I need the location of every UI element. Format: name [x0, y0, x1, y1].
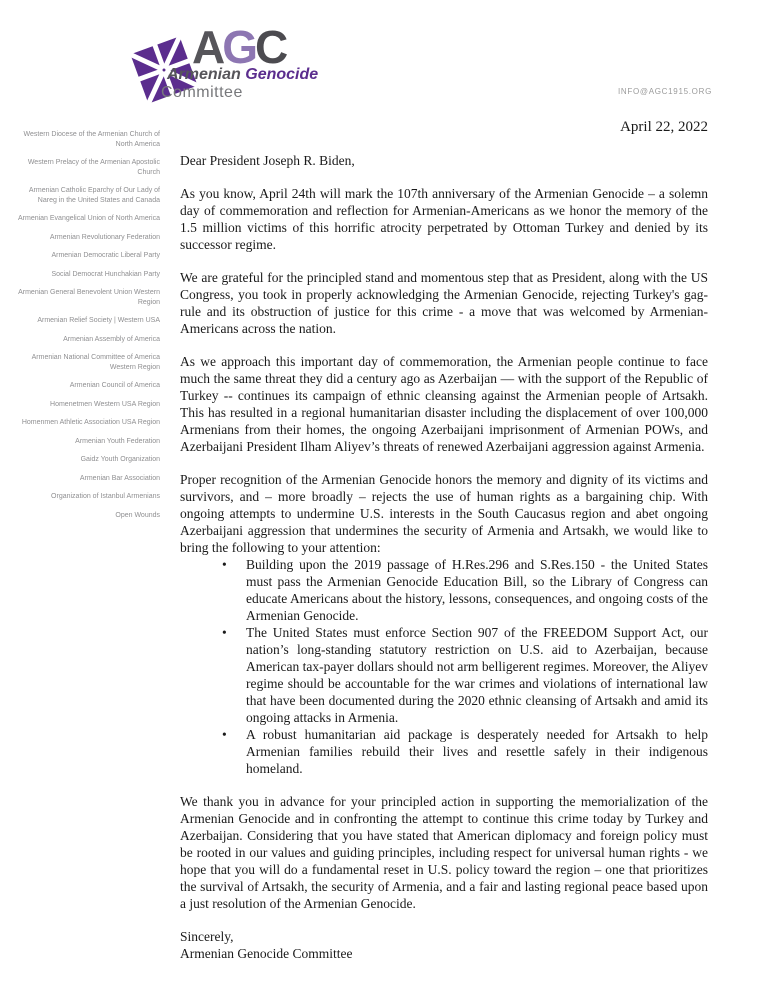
signature-block	[180, 928, 708, 962]
acronym-letter-g: G	[222, 21, 256, 73]
coalition-member: Social Democrat Hunchakian Party	[51, 270, 160, 278]
coalition-member: Armenian Democratic Liberal Party	[51, 252, 160, 259]
brand-armenian: Armenian	[167, 66, 246, 83]
coalition-member: Armenian Assembly of America	[63, 335, 160, 343]
contact-email: INFO@AGC1915.ORG	[617, 87, 712, 96]
policy-request-humanitarian-aid: • A robust humanitarian aid package is desperately needed for Artsakh to help Armenian families rebuild their lives and resettle safely in their indigenous homeland.	[180, 726, 708, 777]
coalition-member: Armenian Bar Association	[79, 474, 160, 482]
letter-date: April 22, 2022	[620, 119, 708, 135]
coalition-member: Armenian Revolutionary Federation	[49, 233, 160, 241]
coalition-member: Western Diocese of the Armenian Church of North America	[23, 131, 160, 148]
coalition-member: Open Wounds	[115, 511, 160, 519]
paragraph-closing: We thank you in advance for your principled action in supporting the memorialization of the Armenian Genocide and in confronting the attempt to continue this crime today by Turkey and Azerbaijan. Considering that you have stated that American diplomacy and foreign policy must be rooted in our values and guiding principles, including respect for universal human rights - we hope that you will do a fundamental reset in U.S. policy toward the region – one that prioritizes the survival of Artsakh, the security of Armenia, and a fair and lasting regional peace based upon a just resolution of the Armenian Genocide.	[180, 794, 708, 911]
signoff: Sincerely,	[180, 929, 234, 944]
letter-body	[180, 118, 708, 962]
brand-committee: Committee	[161, 84, 243, 101]
coalition-member: Armenian National Committee of America Western Region	[31, 354, 160, 371]
agc-acronym	[192, 21, 286, 73]
paragraph-recognition: Proper recognition of the Armenian Genocide honors the memory and dignity of its victims and survivors, and – more broadly – rejects the use of human rights as a bargaining chip. With ongoing attempts to undermine U.S. interests in the South Caucasus region and abet ongoing Azerbaijani aggression that undermines the security of Armenia and Artsakh, we would like to bring the following to your attention:	[180, 472, 708, 555]
acronym-letter-a: A	[192, 21, 223, 73]
signature: Armenian Genocide Committee	[180, 946, 353, 961]
coalition-member: Armenian Catholic Eparchy of Our Lady of Nareg in the United States and Canada	[28, 187, 160, 204]
coalition-member: Gaidz Youth Organization	[80, 456, 160, 463]
policy-request-list	[180, 556, 708, 777]
coalition-member: Armenian Relief Society | Western USA	[37, 317, 160, 324]
salutation: Dear President Joseph R. Biden,	[180, 153, 355, 168]
policy-request-education-bill: • Building upon the 2019 passage of H.Res.296 and S.Res.150 - the United States must pass the Armenian Genocide Education Bill, so the Library of Congress can educate Americans about the history, lessons, consequences, and ongoing costs of the Armenian Genocide.	[180, 556, 708, 624]
coalition-member: Armenian Youth Federation	[75, 437, 160, 445]
coalition-member: Western Prelacy of the Armenian Apostolic Church	[27, 159, 160, 176]
coalition-member: Armenian Evangelical Union of North America	[17, 215, 160, 222]
coalition-member: Homenmen Athletic Association USA Region	[21, 419, 160, 426]
acronym-letter-c: C	[255, 21, 286, 73]
brand-genocide: Genocide	[245, 66, 319, 83]
policy-request-section-907: • The United States must enforce Section 907 of the FREEDOM Support Act, our nation’s long-standing statutory restriction on U.S. aid to Azerbaijan, because American tax-payer dollars should not arm belligerent regimes. Moreover, the Aliyev regime should be accountable for the war crimes and violations of international law that have been documented during the 2020 ethnic cleansing of Artsakh and amid its ongoing attacks in Armenia.	[180, 624, 708, 726]
paragraph-gratitude: We are grateful for the principled stand and momentous step that as President, along with the US Congress, you took in properly acknowledging the Armenian Genocide, rejecting Turkey's gag-rule and its obstruction of justice for this crime - a move that was welcomed by Armenian-Americans across the nation.	[180, 270, 708, 336]
brand-name	[167, 66, 318, 84]
paragraph-anniversary: As you know, April 24th will mark the 107th anniversary of the Armenian Genocide – a solemn day of commemoration and reflection for Armenian-Americans as we honor the memory of the 1.5 million victims of this horrific atrocity perpetrated by Ottoman Turkey and denied by its successor regime.	[180, 186, 708, 252]
coalition-member-list	[10, 130, 160, 529]
paragraph-threat: As we approach this important day of commemoration, the Armenian people continue to face much the same threat they did a century ago as Azerbaijan — with the support of the Republic of Turkey -- continues its campaign of ethnic cleansing against the Armenian people of Artsakh. This has resulted in a regional humanitarian disaster including the displacement of over 100,000 Armenians from their homes, the ongoing Azerbaijani imprisonment of Armenian POWs, and Azerbaijani President Ilham Aliyev’s threats of renewed Azerbaijani aggression against Armenia.	[180, 354, 708, 454]
coalition-member: Homenetmen Western USA Region	[50, 400, 160, 408]
coalition-member: Armenian General Benevolent Union Western Region	[18, 289, 160, 306]
coalition-member: Armenian Council of America	[69, 382, 160, 389]
coalition-member: Organization of Istanbul Armenians	[51, 493, 160, 500]
